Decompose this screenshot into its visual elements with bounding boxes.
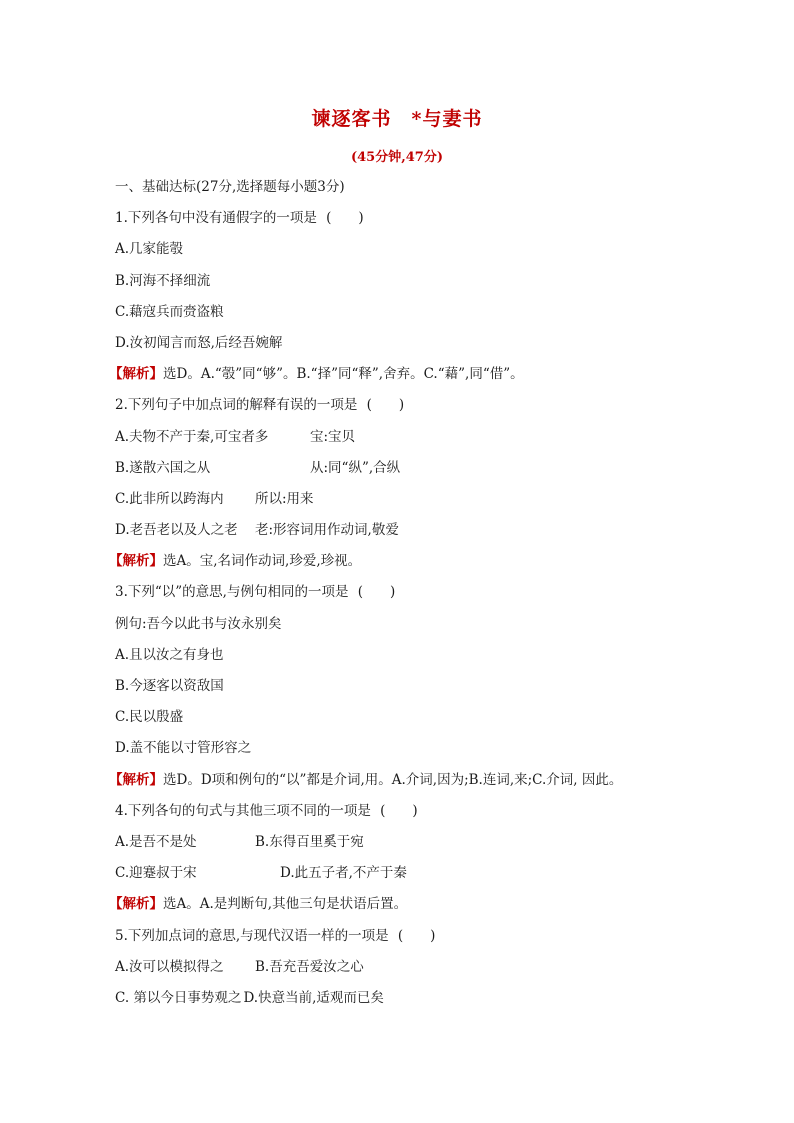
- q4-analysis: 【解析】选A。A.是判断句,其他三句是状语后置。: [109, 896, 408, 913]
- q4-option-d: D.此五子者,不产于秦: [280, 865, 407, 882]
- q5-option-a: A.汝可以模拟得之: [115, 958, 224, 975]
- question-1-stem: 1.下列各句中没有通假字的一项是 ( ): [115, 207, 715, 238]
- answer-paren: ( ): [380, 802, 418, 819]
- q1-option-d: D.汝初闻言而怒,后经吾婉解: [115, 334, 283, 351]
- q4-options-ab: [115, 831, 715, 862]
- q3-option-b: B.今逐客以资敌国: [115, 678, 224, 694]
- q5-options-ab: [115, 956, 715, 987]
- page-subtitle: (45分钟,47分): [350, 150, 443, 165]
- answer-paren: ( ): [357, 584, 396, 601]
- q4-option-a: A.是吾不是处: [115, 833, 197, 850]
- q5-options-cd: [115, 987, 715, 1018]
- q2-option-d: D.老吾老以及人之老 老:形容词用作动词,敬爱: [115, 522, 399, 539]
- q3-analysis: 【解析】选D。D项和例句的“以”都是介词,用。A.介词,因为;B.连词,来;C.介词, 因此。: [109, 771, 623, 788]
- q5-option-c: C. 第以今日事势观之: [115, 989, 242, 1006]
- answer-paren: ( ): [366, 397, 405, 414]
- q3-option-d: D.盖不能以寸管形容之: [115, 740, 252, 757]
- q1-option-a: A.几家能彀: [115, 241, 184, 258]
- question-5-stem: 5.下列加点词的意思,与现代汉语一样的一项是 ( ): [115, 925, 715, 956]
- q1-option-c: C.藉寇兵而赍盗粮: [115, 303, 224, 320]
- analysis-tag: 【解析】: [109, 896, 163, 913]
- q2-option-b: B.遂散六国之从 从:同“纵”,合纵: [115, 459, 401, 476]
- q3-option-c: C.民以殷盛: [115, 709, 184, 726]
- answer-paren: ( ): [397, 927, 436, 944]
- q4-option-c: C.迎蹇叔于宋: [115, 865, 197, 882]
- document-body: [109, 176, 715, 1018]
- q5-option-d: D.快意当前,适观而已矣: [243, 989, 384, 1006]
- section-heading: 一、基础达标(27分,选择题每小题3分): [115, 179, 345, 195]
- q3-example: 例句:吾今以此书与汝永别矣: [115, 615, 282, 632]
- q3-option-a: A.且以汝之有身也: [115, 646, 224, 663]
- q1-option-b: B.河海不择细流: [115, 272, 211, 289]
- q2-analysis: 【解析】选A。宝,名词作动词,珍爱,珍视。: [109, 553, 362, 570]
- question-3-stem: 3.下列“以”的意思,与例句相同的一项是 ( ): [115, 581, 715, 612]
- q5-option-b: B.吾充吾爱汝之心: [255, 958, 364, 975]
- question-4-stem: 4.下列各句的句式与其他三项不同的一项是 ( ): [115, 800, 715, 831]
- answer-paren: ( ): [326, 210, 364, 227]
- q2-option-c: C.此非所以跨海内 所以:用来: [115, 490, 314, 507]
- q1-analysis: 【解析】选D。A.“彀”同“够”。B.“择”同“释”,舍弃。C.“藉”,同“借”。: [109, 366, 524, 383]
- q4-option-b: B.东得百里奚于宛: [255, 833, 364, 850]
- analysis-tag: 【解析】: [109, 771, 163, 788]
- q4-options-cd: [115, 862, 715, 893]
- page-title: 谏逐客书 *与妻书: [311, 108, 483, 130]
- analysis-tag: 【解析】: [109, 553, 163, 570]
- analysis-tag: 【解析】: [109, 366, 163, 383]
- question-2-stem: 2.下列句子中加点词的解释有误的一项是 ( ): [115, 394, 715, 425]
- q2-option-a: A.夫物不产于秦,可宝者多 宝:宝贝: [115, 428, 356, 445]
